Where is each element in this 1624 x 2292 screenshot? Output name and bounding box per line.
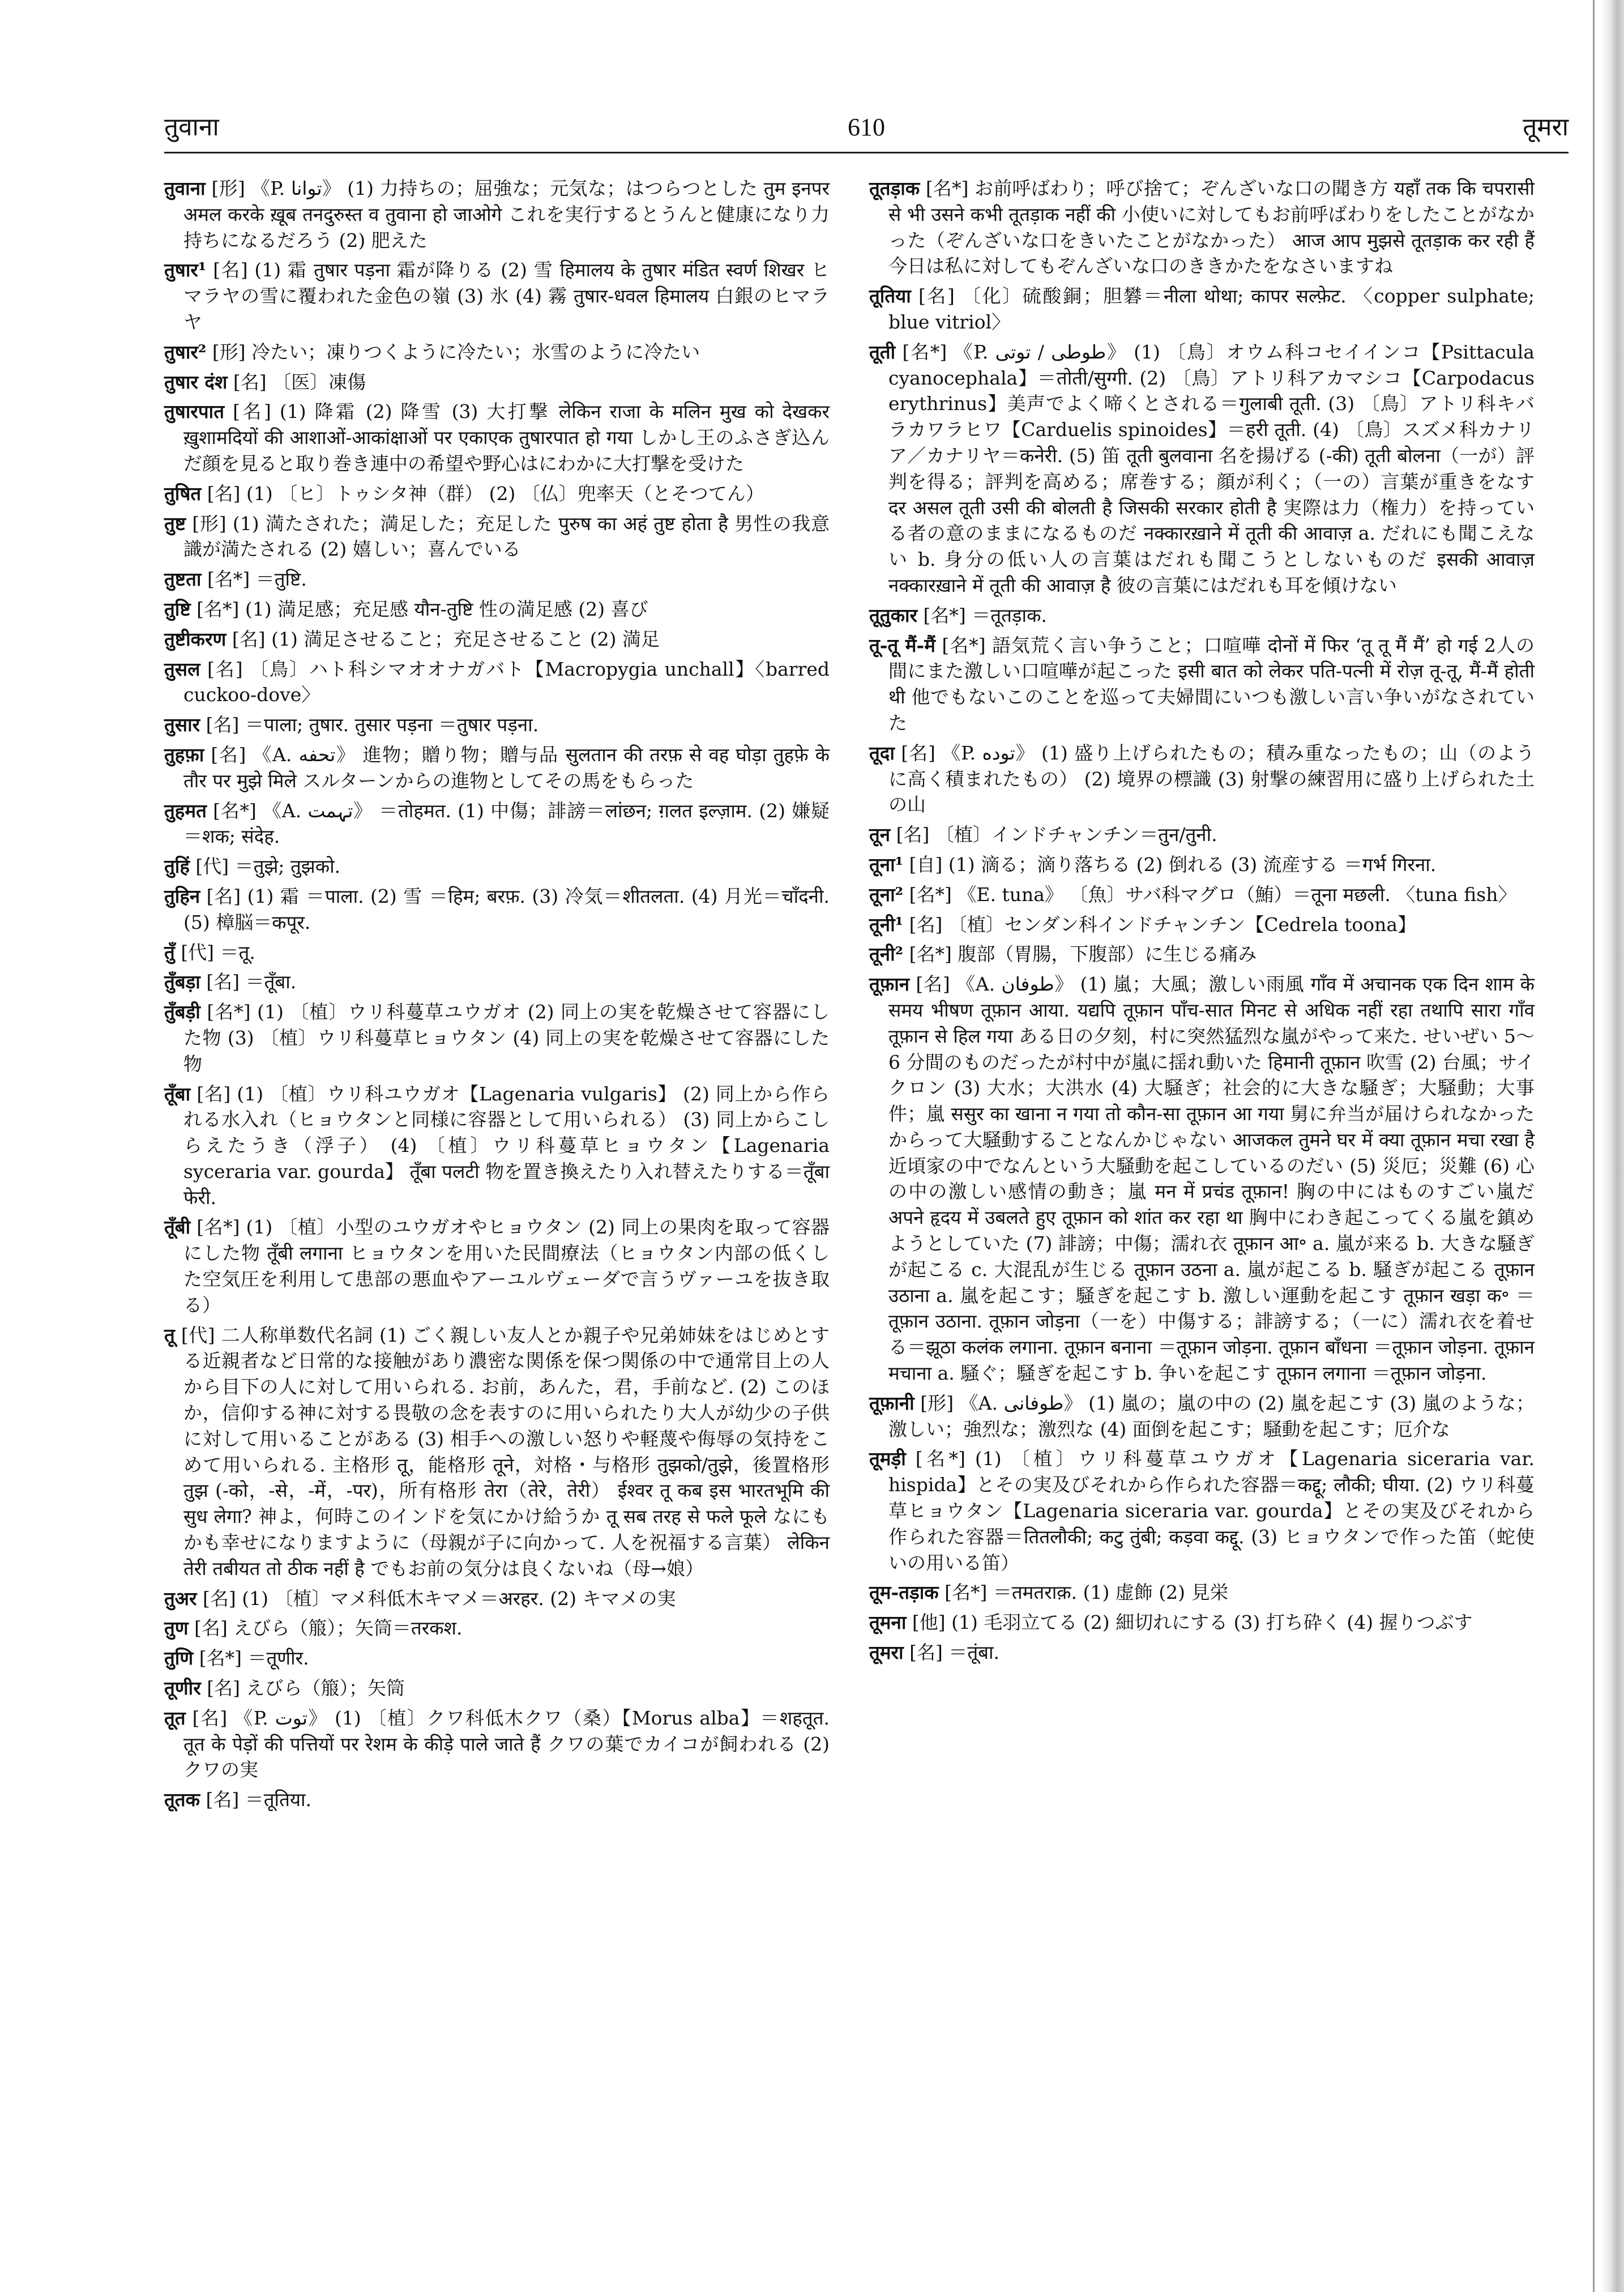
dictionary-entry: [164, 940, 830, 966]
left-column: [164, 176, 830, 1817]
entry-definition: [形] 冷たい；凍りつくように冷たい；氷雪のように冷たい: [212, 340, 700, 363]
entry-definition: [名*] ＝तूतड़ाक.: [923, 604, 1047, 626]
entry-headword: तुष्टि: [164, 597, 191, 620]
entry-headword: तूम-तड़ाक: [869, 1581, 939, 1604]
entry-headword: तूतुकार: [869, 604, 918, 626]
dictionary-entry: [164, 369, 830, 395]
entry-headword: तूफ़ान: [869, 973, 910, 996]
entry-definition: [名] (1) 霜 ＝पाला. (2) 雪 ＝हिम; बरफ़. (3) 冷気＝शीतलता. (4) 月光＝चाँदनी. (5) 樟脳＝कपूर.: [183, 885, 830, 933]
entry-headword: तू: [164, 1324, 175, 1346]
dictionary-entry: [869, 339, 1535, 599]
entry-definition: [名] えびら（箙）；矢筒: [207, 1677, 405, 1700]
entry-headword: तूतिया: [869, 285, 911, 308]
entry-headword: तुवाना: [164, 177, 206, 199]
entry-definition: [他] (1) 毛羽立てる (2) 細切れにする (3) 打ち砕く (4) 握りつぶす: [912, 1611, 1473, 1634]
entry-headword: तूदा: [869, 741, 895, 764]
dictionary-entry: [869, 283, 1535, 335]
entry-headword: तुषार²: [164, 340, 207, 363]
entry-headword: तूँबा: [164, 1082, 191, 1105]
entry-definition: [名*] ＝तुष्टि.: [207, 568, 307, 591]
dictionary-entry: [164, 1705, 830, 1783]
dictionary-entry: [164, 1615, 830, 1641]
entry-definition: [名] (1) 〔植〕ウリ科ユウガオ【Lagenaria vulgaris】 (2) 同上から作られる水入れ（ヒョウタンと同様に容器として用いられる） (3) 同上からこしらえたうき（浮子） (4) 〔植〕ウリ科蔓草ヒョウタン【Lagenaria syceraria var. gourda】 तूँबा पलटी 物を置き換えたり入れ替えたりする＝तूँबा फेरी.: [183, 1082, 830, 1209]
entry-headword: तूमरा: [869, 1641, 904, 1664]
entry-headword: तू-तू मैं-मैं: [869, 634, 935, 656]
dictionary-entry: [164, 257, 830, 335]
dictionary-entry: [869, 633, 1535, 736]
entry-definition: [自] (1) 滴る；滴り落ちる (2) 倒れる (3) 流産する ＝गर्भ गिरना.: [909, 853, 1437, 876]
dictionary-entry: [869, 882, 1535, 908]
entry-definition: [名] 《P. توده》 (1) 盛り上げられたもの；積み重なったもの；山（のように高く積まれたもの） (2) 境界の標識 (3) 射撃の練習用に盛り上げられた土の山: [888, 741, 1535, 816]
dictionary-entry: [869, 1610, 1535, 1636]
dictionary-entry: [164, 511, 830, 563]
entry-definition: [名] 《A. تحفه》 進物；贈り物；贈与品 सुलतान की तरफ़ से वह घोड़ा तुहफ़े के तौर पर मुझे मिले スルターンからの進物としてその馬をもらった: [183, 743, 830, 792]
dictionary-entry: [869, 1390, 1535, 1442]
running-head-left: तुवाना: [164, 113, 219, 142]
entry-definition: [名] (1) 満足させること；充足させること (2) 満足: [232, 628, 660, 650]
entry-headword: तुहफ़ा: [164, 743, 204, 766]
dictionary-entry: [164, 742, 830, 794]
scan-fold-line: [1593, 0, 1595, 2292]
entry-definition: [名*] お前呼ばわり；呼び捨て；ぞんざいな口の聞き方 यहाँ तक कि चपरासी से भी उसने कभी तूतड़ाक नहीं की 小使いに対してもお前呼ばわりをしたことがなかった（ぞんざいな口をきいたことがなかった） आज आप मुझसे तूतड़ाक कर रही हैं 今日は私に対してもぞんざいな口のききかたをなさいますね: [888, 177, 1535, 278]
entry-headword: तूना¹: [869, 853, 904, 876]
dictionary-entry: [164, 481, 830, 507]
entry-definition: [名*] ＝तमतराक़. (1) 虚飾 (2) 見栄: [945, 1581, 1229, 1604]
right-column: [869, 176, 1535, 1670]
entry-definition: [名] ＝तूतिया.: [206, 1789, 312, 1811]
entry-headword: तूतड़ाक: [869, 177, 920, 199]
dictionary-entry: [164, 1675, 830, 1701]
entry-headword: तुष्ट: [164, 512, 186, 535]
entry-headword: तुँ: [164, 941, 175, 963]
entry-headword: तुसार: [164, 714, 200, 736]
entry-definition: [名*] 《E. tuna》 〔魚〕サバ科マグロ（鮪）＝तूना मछली. 〈tuna fish〉: [909, 883, 1517, 906]
entry-headword: तुषार¹: [164, 259, 207, 281]
entry-definition: [代] ＝तुझे; तुझको.: [195, 855, 341, 878]
entry-definition: [形] 《P. توانا》 (1) 力持ちの；屈強な；元気な；はつらつとした तुम इनपर अमल करके ख़ूब तनदुरुस्त व तुवाना हो जाओगे これを実行するとうんと健康になり力持ちになるだろう (2) 肥えた: [183, 177, 830, 251]
entry-headword: तुण: [164, 1617, 189, 1640]
entry-definition: [名] (1) 〔ヒ〕トゥシタ神（群） (2) 〔仏〕兜率天（とそつてん）: [207, 482, 764, 505]
entry-definition: [代] 二人称単数代名詞 (1) ごく親しい友人とか親子や兄弟姉妹をはじめとする近親者など日常的な接触があり濃密な関係を保つ関係の中で通常目上の人から目下の人に対して用いられる. お前，あんた，君，手前など. (2) このほか，信仰する神に対する畏敬の念を表すのに用いられたり大人が幼少の子供に対して用いることがある (3) 相手への激しい怒りや軽蔑や侮辱の気持をこめて用いられる. 主格形 तू，能格形 तूने，対格・与格形 तुझको/तुझे，後置格形 तुझ (-को，-से，-में，-पर)，所有格形 तेरा（तेरे，तेरी） ईश्वर तू कब इस भारतभूमि की सुध लेगा? 神よ，何時このインドを気にかけ給うか तू सब तरह से फले फूले なにもかも幸せになりますように（母親が子に向かって. 人を祝福する言葉） लेकिन तेरी तबीयत तो ठीक नहीं है でもお前の気分は良くないね（母→娘）: [181, 1324, 830, 1580]
entry-definition: [代] ＝तू.: [181, 941, 255, 963]
dictionary-entry: [869, 1640, 1535, 1666]
dictionary-entry: [164, 1322, 830, 1582]
entry-definition: [形] (1) 満たされた；満足した；充足した पुरुष का अहं तुष्ट होता है 男性の我意識が満たされる (2) 嬉しい；喜んでいる: [183, 512, 830, 561]
dictionary-entry: [869, 603, 1535, 629]
entry-headword: तुँबड़ा: [164, 971, 200, 993]
entry-definition: [名] 《A. طوفان》 (1) 嵐；大風；激しい雨風 गाँव में अचानक एक दिन शाम के समय भीषण तूफ़ान आया. यद्यपि तूफ़ान पाँच-सात मिनट से अधिक नहीं रहा तथापि सारा गाँव तूफ़ान से हिल गया ある日の夕刻，村に突然猛烈な嵐がやって来た. せいぜい 5～6 分間のものだったが村中が嵐に揺れ動いた हिमानी तूफ़ान 吹雪 (2) 台風；サイクロン (3) 大水；大洪水 (4) 大騒ぎ；社会的に大きな騒ぎ；大騒動；大事件；嵐 ससुर का खाना न गया तो कौन-सा तूफ़ान आ गया 舅に弁当が届けられなかったからって大騒動することなんかじゃない आजकल तुमने घर में क्या तूफ़ान मचा रखा है 近頃家の中でなんという大騒動を起こしているのだい (5) 災厄；災難 (6) 心の中の激しい感情の動き；嵐 मन में प्रचंड तूफ़ान! 胸の中にはものすごい嵐だ अपने हृदय में उबलते हुए तूफ़ान को शांत कर रहा था 胸中にわき起こってくる嵐を鎮めようとしていた (7) 誹謗；中傷；濡れ衣 तूफ़ान आ॰ a. 嵐が来る b. 大きな騒ぎが起こる c. 大混乱が生じる तूफ़ान उठना a. 嵐が起こる b. 騒ぎが起こる तूफ़ान उठाना a. 嵐を起こす；騒ぎを起こす b. 激しい運動を起こす तूफ़ान खड़ा क॰ ＝तूफ़ान उठाना. तूफ़ान जोड़ना（一を）中傷する；誹謗する；（一に）濡れ衣を着せる＝झूठा कलंक लगाना. तूफ़ान बनाना ＝तूफ़ान जोड़ना. तूफ़ान बाँधना ＝तूफ़ान जोड़ना. तूफ़ान मचाना a. 騒ぐ；騒ぎを起こす b. 争いを起こす तूफ़ान लगाना ＝तूफ़ान जोड़ना.: [888, 973, 1535, 1385]
entry-headword: तूणीर: [164, 1677, 201, 1700]
entry-headword: तूत: [164, 1706, 186, 1729]
dictionary-entry: [164, 566, 830, 592]
dictionary-entry: [164, 853, 830, 880]
entry-headword: तुसल: [164, 658, 200, 680]
entry-headword: तुहमत: [164, 799, 207, 822]
entry-headword: तुअर: [164, 1587, 197, 1610]
entry-definition: [名] ＝पाला; तुषार. तुसार पड़ना ＝तुषार पड़ना.: [206, 714, 539, 736]
dictionary-entry: [164, 969, 830, 995]
entry-definition: [名] (1) 霜 तुषार पड़ना 霜が降りる (2) 雪 हिमालय के तुषार मंडित स्वर्ण शिखर ヒマラヤの雪に覆われた金色の嶺 (3) 氷 (4) 霧 तुषार-धवल हिमालय 白銀のヒマラヤ: [183, 259, 830, 333]
entry-definition: [名] 〔化〕硫酸銅；胆礬＝नीला थोथा; कापर सल्फ़ेट. 〈copper sulphate; blue vitriol〉: [888, 285, 1535, 333]
entry-definition: [名] (1) 降霜 (2) 降雪 (3) 大打撃 लेकिन राजा के मलिन मुख को देखकर ख़ुशामदियों की आशाओं-आकांक्षाओं पर एकाएक तुषारपात हो गया しかし王のふさぎ込んだ顔を見ると取り巻き連中の希望や野心はにわかに大打撃を受けた: [183, 400, 830, 475]
entry-definition: [名*] 《P. طوطی / توتی》 (1) 〔鳥〕オウム科コセイインコ【Psittacula cyanocephala】＝तोती/सुग्गी. (2) 〔鳥〕アトリ科アカマシコ【Carpodacus erythrinus】美声でよく啼くとされる＝गुलाबी तूती. (3) 〔鳥〕アトリ科キバラカワラヒワ【Carduelis spinoides】＝हरी तूती. (4) 〔鳥〕スズメ科カナリア／カナリヤ＝कनेरी. (5) 笛 तूती बुलवाना 名を揚げる (-की) तूती बोलना（一が）評判を得る；評判を高める；席巻する；顔が利く；（一の）言葉が重きをなす दर असल तूती उसी की बोलती है जिसकी सरकार होती है 実際は力（権力）を持っている者の意のままになるものだ नक्कारख़ाने में तूती की आवाज़ a. だれにも聞こえない b. 身分の低い人の言葉はだれも聞こうとしないものだ इसकी आवाज़ नक्कारख़ाने में तूती की आवाज़ है 彼の言葉にはだれも耳を傾けない: [888, 340, 1535, 596]
entry-headword: तुषार दंश: [164, 370, 228, 393]
entry-definition: [名*] (1) 〔植〕小型のユウガオやヒョウタン (2) 同上の果肉を取って容器にした物 तूँबी लगाना ヒョウタンを用いた民間療法（ヒョウタン内部の低くした空気圧を利用して患部の悪血やアーユルヴェーダで言うヴァーユを抜き取る）: [183, 1216, 830, 1316]
entry-headword: तुँबड़ी: [164, 1001, 200, 1023]
dictionary-entry: [869, 822, 1535, 848]
dictionary-entry: [164, 798, 830, 850]
entry-headword: तूँबी: [164, 1216, 191, 1239]
entry-definition: [名*] (1) 〔植〕ウリ科蔓草ユウガオ (2) 同上の実を乾燥させて容器にした物 (3) 〔植〕ウリ科蔓草ヒョウタン (4) 同上の実を乾燥させて容器にした物: [183, 1001, 830, 1075]
entry-definition: [名] 《P. توت》 (1) 〔植〕クワ科低木クワ（桑）【Morus alba】＝शहतूत. तूत के पेड़ों की पत्तियों पर रेशम के कीड़े पाले जाते हैं クワの葉でカイコが飼われる (2) クワの実: [183, 1706, 830, 1781]
entry-definition: [名*] (1) 満足感；充足感 यौन-तुष्टि 性の満足感 (2) 喜び: [196, 597, 648, 620]
dictionary-entry: [164, 712, 830, 738]
entry-headword: तूना²: [869, 883, 904, 906]
entry-definition: [名*] 腹部（胃腸，下腹部）に生じる痛み: [909, 943, 1257, 966]
dictionary-entry: [869, 852, 1535, 878]
dictionary-entry: [164, 999, 830, 1077]
entry-definition: [名*] (1) 〔植〕ウリ科蔓草ユウガオ【Lagenaria siceraria var. hispida】とその実及びそれから作られた容器＝कद्दू; लौकी; घीया. (2) ウリ科蔓草ヒョウタン【Lagenaria siceraria var. gourda】とその実及びそれから作られた容器＝तितलौकी; कटु तुंबी; कड़वा कद्दू. (3) ヒョウタンで作った笛（蛇使いの用いる笛）: [888, 1448, 1535, 1574]
dictionary-entry: [869, 1446, 1535, 1576]
entry-headword: तुषारपात: [164, 400, 225, 423]
dictionary-entry: [164, 1081, 830, 1211]
entry-definition: [名] ＝तूँबा.: [206, 971, 297, 993]
entry-headword: तूमड़ी: [869, 1448, 906, 1470]
dictionary-entry: [869, 740, 1535, 818]
page-number: 610: [848, 113, 885, 141]
dictionary-entry: [869, 971, 1535, 1386]
entry-definition: [名*] 《A. تہمت》 ＝तोहमत. (1) 中傷；誹謗＝लांछन; ग़लत इल्ज़ाम. (2) 嫌疑＝शक; संदेह.: [183, 799, 830, 848]
entry-headword: तुणि: [164, 1647, 194, 1670]
dictionary-entry: [164, 1645, 830, 1671]
entry-definition: [名] 〔医〕凍傷: [233, 370, 366, 393]
entry-definition: [名] ＝तूंबा.: [909, 1641, 1000, 1664]
page-header: [164, 108, 1569, 147]
entry-definition: [名] (1) 〔植〕マメ科低木キマメ＝अरहर. (2) キマメの実: [203, 1587, 676, 1610]
entry-definition: [名] 〔鳥〕ハト科シマオオナガバト【Macropygia unchall】〈barred cuckoo-dove〉: [183, 658, 830, 706]
entry-definition: [名] えびら（箙）；矢筒＝तरकश.: [194, 1617, 463, 1640]
entry-headword: तूमना: [869, 1611, 907, 1634]
dictionary-entry: [164, 626, 830, 652]
dictionary-entry: [869, 941, 1535, 967]
entry-headword: तून: [869, 823, 891, 846]
entry-headword: तुष्टता: [164, 568, 202, 591]
entry-definition: [名] 〔植〕センダン科インドチャンチン【Cedrela toona】: [909, 913, 1417, 936]
dictionary-entry: [164, 176, 830, 253]
running-head-right: तूमरा: [1523, 113, 1569, 142]
dictionary-entry: [869, 176, 1535, 279]
entry-headword: तुषित: [164, 482, 202, 505]
entry-headword: तूनी²: [869, 943, 904, 966]
dictionary-entry: [869, 1580, 1535, 1606]
entry-headword: तूती: [869, 340, 896, 363]
entry-definition: [名*] 語気荒く言い争うこと；口喧嘩 दोनों में फिर ‘तू तू मैं मैं’ हो गई 2人の間にまた激しい口喧嘩が起こった इसी बात को लेकर पति-पत्नी में रोज़ तू-तू, मैं-मैं होती थी 他でもないこのことを巡って夫婦間にいつも激しい言い争いがなされていた: [888, 634, 1535, 734]
entry-definition: [名] 〔植〕インドチャンチン＝तुन/तुनी.: [896, 823, 1217, 846]
dictionary-entry: [164, 596, 830, 622]
dictionary-entry: [164, 1787, 830, 1813]
dictionary-entry: [869, 912, 1535, 938]
entry-headword: तूनी¹: [869, 913, 904, 936]
dictionary-entry: [164, 883, 830, 936]
entry-headword: तुहिन: [164, 885, 200, 907]
header-rule: [164, 152, 1569, 153]
entry-headword: तुष्टीकरण: [164, 628, 226, 650]
dictionary-entry: [164, 399, 830, 476]
entry-headword: तूतक: [164, 1789, 200, 1811]
entry-definition: [名*] ＝तूणीर.: [199, 1647, 309, 1670]
entry-headword: तुहिं: [164, 855, 190, 878]
dictionary-entry: [164, 1586, 830, 1612]
entry-headword: तूफ़ानी: [869, 1392, 914, 1414]
scan-page-edge: [1601, 0, 1624, 2292]
dictionary-entry: [164, 656, 830, 708]
entry-definition: [形] 《A. طوفانی》 (1) 嵐の；嵐の中の (2) 嵐を起こす (3) 嵐のような；激しい；強烈な；激烈な (4) 面倒を起こす；騒動を起こす；厄介な: [888, 1392, 1535, 1440]
dictionary-entry: [164, 1214, 830, 1318]
dictionary-entry: [164, 339, 830, 365]
